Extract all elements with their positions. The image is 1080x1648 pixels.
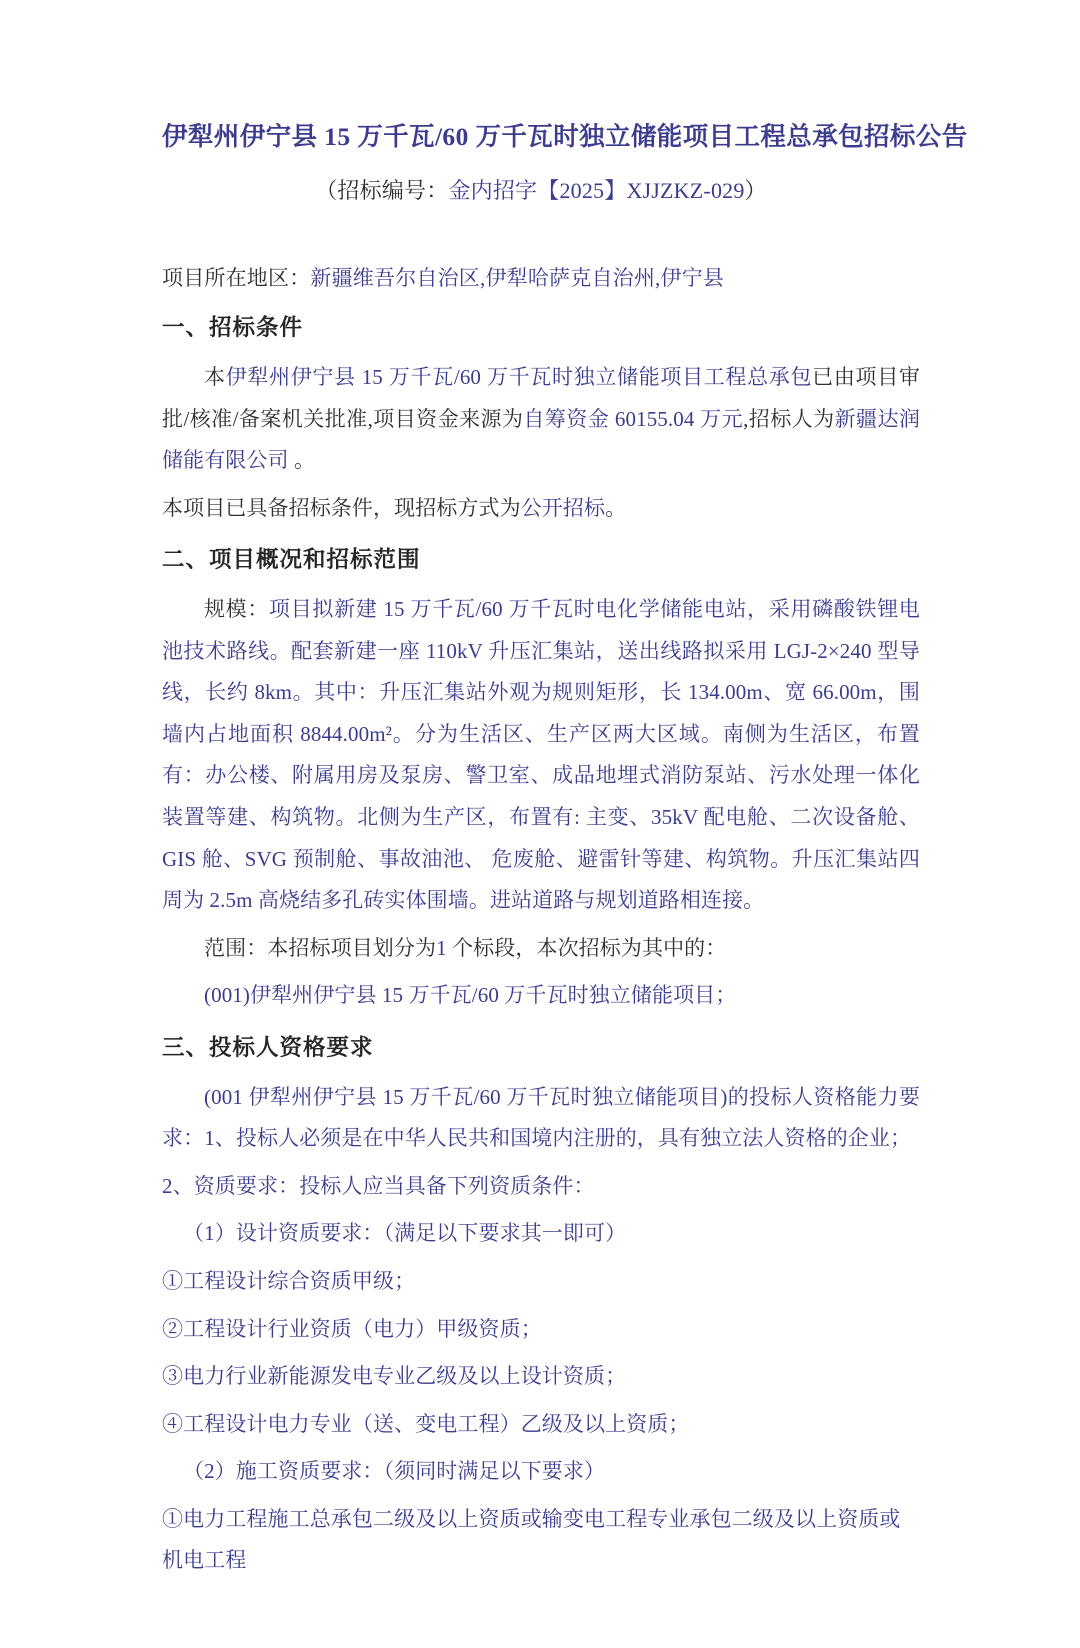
- qualification-item: ④工程设计电力专业（送、变电工程）乙级及以上资质；: [162, 1411, 690, 1436]
- project-name-inline: 伊犁州伊宁县 15 万千瓦/60 万千瓦时独立储能项目工程总承包: [225, 365, 813, 390]
- section-1-paragraph-2: [162, 488, 920, 530]
- tender-number-suffix: ）: [744, 178, 767, 204]
- run-text: 。: [288, 448, 316, 473]
- qualification-item: ③电力行业新能源发电专业乙级及以上设计资质；: [162, 1364, 627, 1389]
- qualification-item: （1）设计资质要求：（满足以下要求其一即可）: [183, 1221, 627, 1246]
- lot-item-value: (001)伊犁州伊宁县 15 万千瓦/60 万千瓦时独立储能项目；: [204, 983, 737, 1008]
- run-text: 本项目已具备招标条件，现招标方式为: [162, 495, 521, 520]
- scale-label: 规模：: [204, 597, 270, 622]
- run-text: 个标段，本次招标为其中的：: [446, 935, 727, 960]
- bidder-qualification-intro: (001 伊犁州伊宁县 15 万千瓦/60 万千瓦时独立储能项目)的投标人资格能力要求：1、投标人必须是在中华人民共和国境内注册的，具有独立法人资格的企业；: [162, 1084, 920, 1151]
- scope-label: 范围：本招标项目划分为: [204, 935, 437, 960]
- section-1-paragraph-1: [162, 357, 920, 482]
- tenderee-value: 新疆达润储能有限公司: [162, 406, 921, 473]
- section-2-scope-paragraph: [162, 928, 920, 970]
- qualification-item: 2、资质要求：投标人应当具备下列资质条件：: [162, 1173, 595, 1198]
- section-heading-2: 二、项目概况和招标范围: [162, 547, 421, 573]
- run-text: 本: [204, 365, 226, 390]
- project-location-label: 项目所在地区：: [162, 266, 311, 291]
- qualification-item: （2）施工资质要求：（须同时满足以下要求）: [183, 1459, 606, 1484]
- section-2-scale-paragraph: [162, 589, 920, 922]
- section-heading-3: 三、投标人资格要求: [162, 1034, 374, 1060]
- funding-source-value: 自筹资金 60155.04 万元: [523, 406, 744, 431]
- qualification-item: ①工程设计综合资质甲级；: [162, 1268, 416, 1293]
- lot-count-value: 1: [436, 935, 447, 960]
- project-location-value: 新疆维吾尔自治区,伊犁哈萨克自治州,伊宁县: [310, 266, 725, 291]
- tender-method-value: 公开招标: [520, 495, 606, 520]
- document-subtitle: [162, 174, 920, 207]
- qualification-item: ①电力工程施工总承包二级及以上资质或输变电工程专业承包二级及以上资质或机电工程: [162, 1506, 901, 1573]
- section-3-paragraph-1: [162, 1077, 920, 1160]
- document-title: 伊犁州伊宁县 15 万千瓦/60 万千瓦时独立储能项目工程总承包招标公告: [162, 122, 968, 151]
- run-text: 。: [605, 495, 627, 520]
- title-block: [162, 118, 968, 207]
- section-2-lot-item: [162, 975, 920, 1017]
- tender-number-value: 金内招字【2025】XJJZKZ-029: [448, 178, 745, 204]
- scale-value: 项目拟新建 15 万千瓦/60 万千瓦时电化学储能电站，采用磷酸铁锂电池技术路线。配套新建一座 110kV 升压汇集站，送出线路拟采用 LGJ-2×240 型导线，长约 8km。其中：升压汇集站外观为规则矩形，长 134.00m、宽 66.00m，围墙内占地面积 8844.00m²。分为生活区、生产区两大区域。南侧为生活区，布置有：办公楼、附属用房及泵房、警卫室、成品地埋式消防泵站、污水处理一体化装置等建、构筑物。北侧为生产区，布置有: 主变、35kV 配电舱、二次设备舱、GIS 舱、SVG 预制舱、事故油池、 危废舱、避雷针等建、构筑物。升压汇集站四周为 2.5m 高烧结多孔砖实体围墙。进站道路与规划道路相连接。: [162, 597, 920, 913]
- section-heading-1: 一、招标条件: [162, 315, 304, 341]
- project-location-line: [162, 261, 920, 295]
- run-text: ,招标人为: [743, 406, 835, 431]
- tender-number-label: （招标编号：: [315, 178, 449, 204]
- qualification-item: ②工程设计行业资质（电力）甲级资质；: [162, 1316, 542, 1341]
- run-text: 已由项目审批/核准/备案机关批准,项目资金来源为: [162, 365, 920, 431]
